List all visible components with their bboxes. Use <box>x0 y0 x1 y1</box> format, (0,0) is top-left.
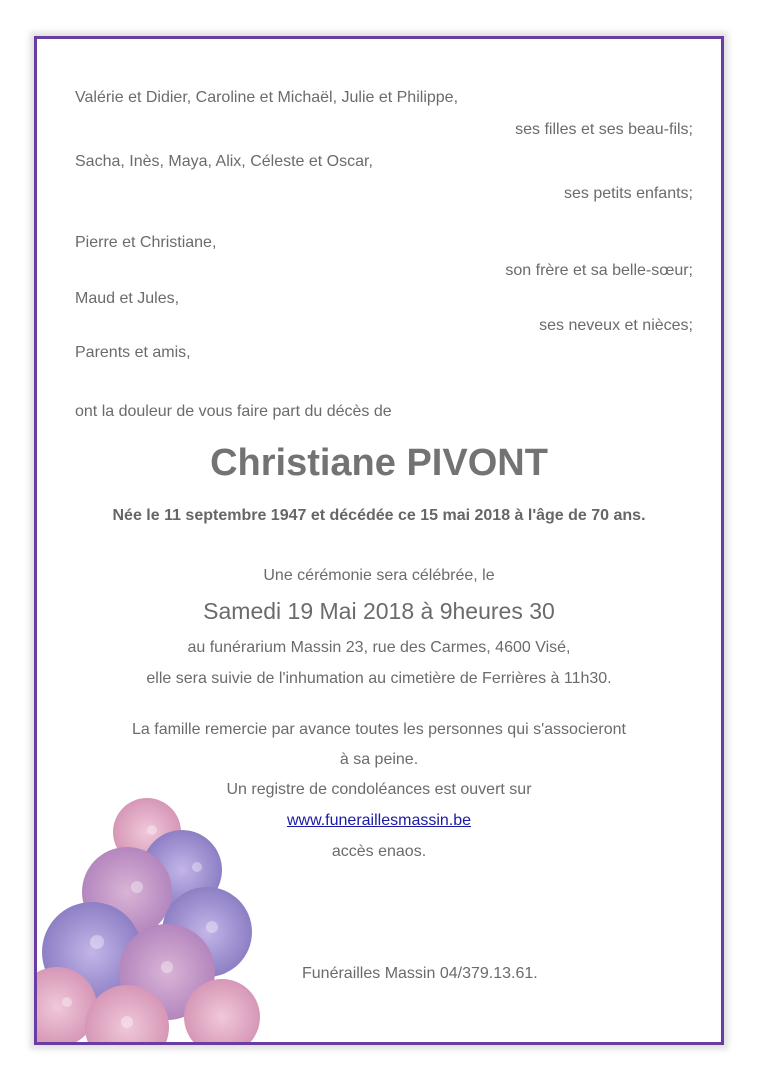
family-friends: Parents et amis, <box>75 344 191 361</box>
thanks-line-1: La famille remercie par avance toutes les personnes qui s'associeront <box>132 721 626 738</box>
thanks-line-2: à sa peine. <box>339 751 419 768</box>
ceremony-intro: Une cérémonie sera célébrée, le <box>263 567 495 584</box>
registry-text: Un registre de condoléances est ouvert sur <box>226 781 532 798</box>
family-daughters-role: ses filles et ses beau-fils; <box>515 121 693 138</box>
footer-contact: Funérailles Massin 04/379.13.61. <box>302 965 538 982</box>
family-grandchildren-role: ses petits enfants; <box>564 185 693 202</box>
family-siblings-role: son frère et sa belle-sœur; <box>505 262 693 279</box>
ceremony-location: au funérarium Massin 23, rue des Carmes, 4600 Visé, <box>187 639 571 656</box>
access-text: accès enaos. <box>331 843 427 860</box>
ceremony-burial: elle sera suivie de l'inhumation au cimetière de Ferrières à 11h30. <box>146 670 612 687</box>
family-nephews-role: ses neveux et nièces; <box>539 317 693 334</box>
family-siblings: Pierre et Christiane, <box>75 234 217 251</box>
website-link[interactable]: www.funeraillesmassin.be <box>286 812 472 829</box>
family-nephews: Maud et Jules, <box>75 290 180 307</box>
deceased-name: Christiane PIVONT <box>210 442 548 484</box>
ceremony-datetime: Samedi 19 Mai 2018 à 9heures 30 <box>203 598 555 624</box>
family-daughters: Valérie et Didier, Caroline et Michaël, Julie et Philippe, <box>75 89 459 106</box>
notice-frame <box>34 36 724 1045</box>
deceased-dates: Née le 11 septembre 1947 et décédée ce 15 mai 2018 à l'âge de 70 ans. <box>112 507 646 524</box>
website-link-row <box>37 812 721 830</box>
family-grandchildren: Sacha, Inès, Maya, Alix, Céleste et Oscar, <box>75 153 373 170</box>
announcement-text: ont la douleur de vous faire part du décès de <box>75 403 392 420</box>
